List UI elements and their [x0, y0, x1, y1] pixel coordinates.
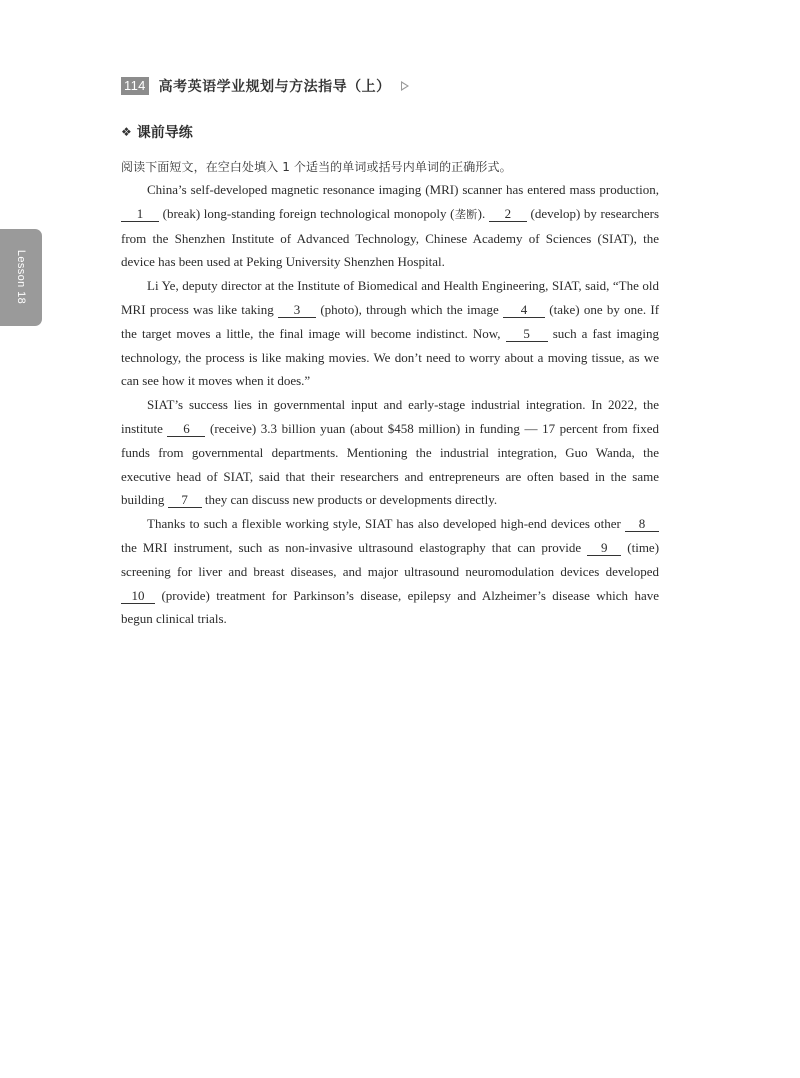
- passage-text: (photo), through which the image: [320, 301, 499, 317]
- passage-text: (develop) by researchers from the Shenzhen Institute of Advanced Technology, Chinese Academy of Sciences (SIAT), the device has been used at Peking University Shenzhen Hospital.: [121, 205, 660, 270]
- passage-text: China’s self-developed magnetic resonance imaging (MRI) scanner has entered mass production,: [147, 182, 659, 197]
- paragraph-3: [121, 393, 659, 512]
- passage-text: (provide) treatment for Parkinson’s disease, epilepsy and Alzheimer’s disease which have begun clinical trials.: [121, 587, 660, 627]
- passage-text: ).: [477, 205, 486, 221]
- diamond-bullet-icon: ❖: [121, 125, 132, 139]
- blank-6[interactable]: 6: [167, 421, 205, 437]
- passage-text: (break) long-standing foreign technological monopoly (: [162, 205, 455, 221]
- blank-5[interactable]: 5: [506, 326, 548, 342]
- section-title-text: 课前导练: [136, 125, 193, 141]
- page-header: [121, 76, 409, 96]
- blank-10[interactable]: 10: [121, 588, 155, 604]
- reading-passage: [121, 178, 659, 631]
- passage-text: (receive) 3.3 billion yuan (about $458 million) in funding — 17 percent from fixed funds from governmental departments. Mentioning the industrial integration, Guo Wanda, the executive head of SIAT, said that their researchers and entrepreneurs are often based in the same building: [121, 420, 660, 508]
- blank-1[interactable]: 1: [121, 206, 159, 222]
- passage-text: (take) one by one. If the target moves a little, the final image will become indistinct. Now,: [121, 301, 660, 341]
- page-number: 114: [121, 77, 149, 95]
- passage-text: they can discuss new products or developments directly.: [204, 492, 498, 508]
- passage-text: (time) screening for liver and breast diseases, and major ultrasound neuromodulation devices developed: [121, 539, 660, 579]
- section-title: [121, 122, 193, 142]
- paragraph-4: [121, 512, 659, 631]
- blank-3[interactable]: 3: [278, 302, 316, 318]
- exercise-instruction: 阅读下面短文，在空白处填入 1 个适当的单词或括号内单词的正确形式。: [121, 160, 512, 174]
- blank-2[interactable]: 2: [489, 206, 527, 222]
- blank-9[interactable]: 9: [587, 540, 621, 556]
- passage-text: Thanks to such a flexible working style, SIAT has also developed high-end devices other: [147, 516, 621, 532]
- passage-text: the MRI instrument, such as non-invasive ultrasound elastography that can provide: [121, 539, 582, 555]
- passage-text: such a fast imaging technology, the process is like making movies. We don’t need to worry about a moving tissue, as we can see how it moves when it does.”: [121, 325, 660, 389]
- paragraph-2: [121, 274, 659, 393]
- passage-text: Li Ye, deputy director at the Institute of Biomedical and Health Engineering, SIAT, said, “The old MRI process was like taking: [121, 278, 659, 317]
- lesson-side-tab: [0, 229, 42, 326]
- blank-7[interactable]: 7: [168, 492, 202, 508]
- book-title: 高考英语学业规划与方法指导（上）: [158, 79, 391, 95]
- blank-4[interactable]: 4: [503, 302, 545, 318]
- play-triangle-icon: [401, 81, 409, 91]
- blank-8[interactable]: 8: [625, 516, 659, 532]
- passage-text: SIAT’s success lies in governmental input and early-stage industrial integration. In 2022, the institute: [121, 397, 659, 436]
- lesson-label: Lesson 18: [15, 249, 27, 305]
- paragraph-1: [121, 178, 659, 274]
- chinese-gloss: 垄断: [454, 207, 478, 221]
